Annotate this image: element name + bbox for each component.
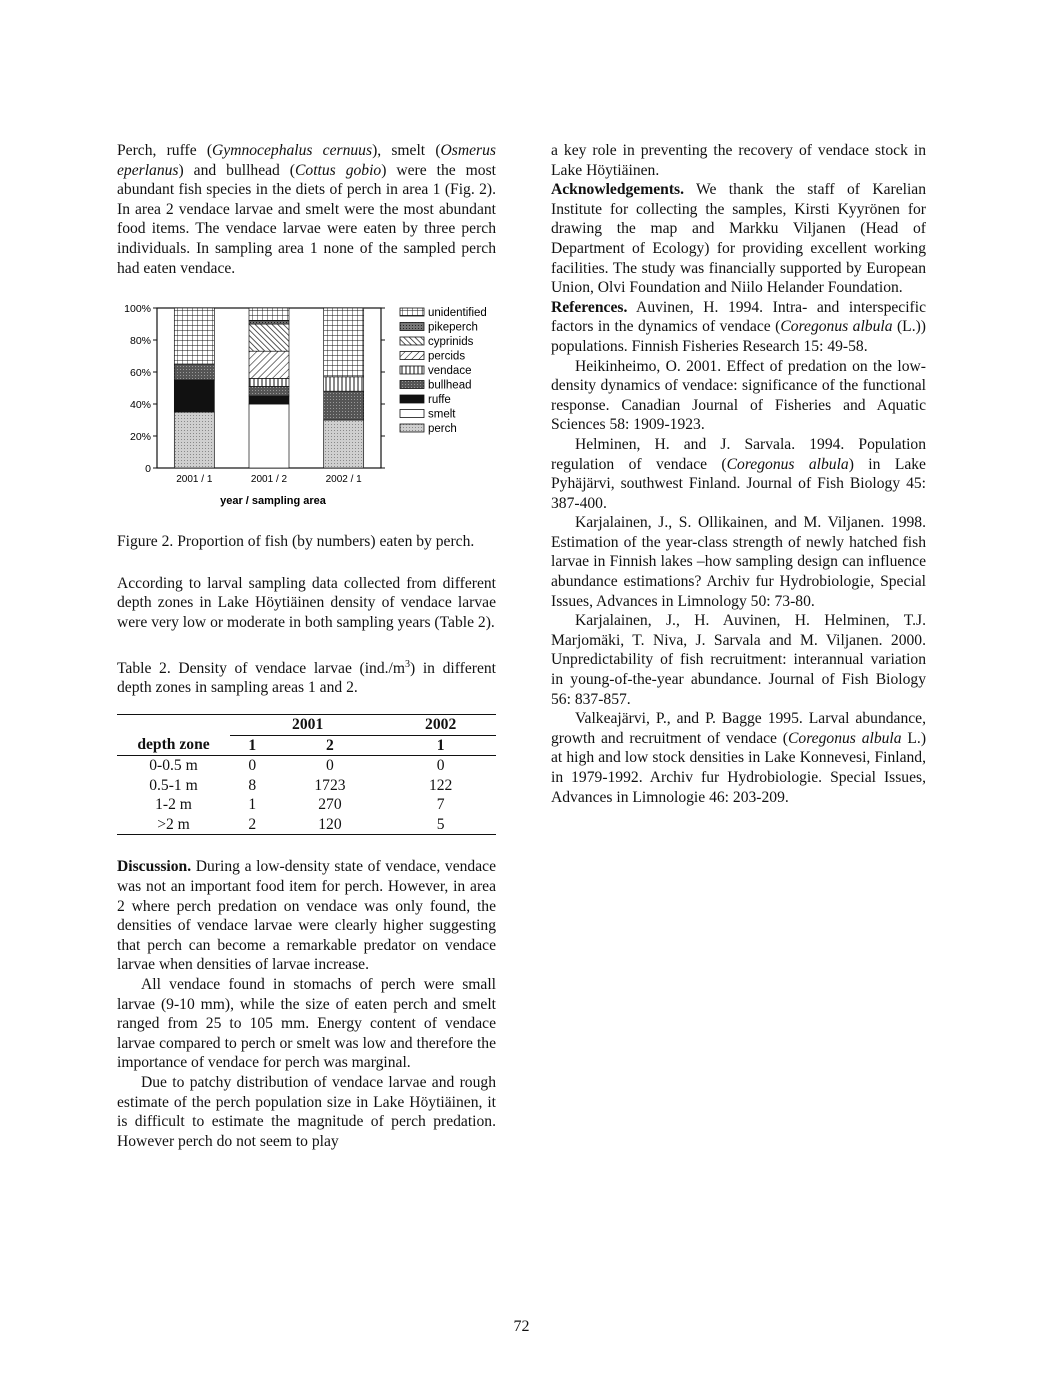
legend-swatch-bullhead (400, 381, 424, 389)
reference-auvinen: References. Auvinen, H. 1994. Intra- and interspecific factors in the dynamics of vendace (Coregonus albula (L.)) populations. Finnish Fisheries Research 15: 49-58. (551, 298, 926, 355)
figure-2-chart (117, 300, 496, 510)
legend-swatch-cyprinids (400, 337, 424, 345)
table-row: 0.5-1 m 8 1723 122 (149, 776, 453, 794)
legend-label-vendace: vendace (428, 365, 472, 378)
bar-segment-bullhead (249, 387, 289, 397)
legend-swatch-perch (400, 424, 424, 432)
bar-segment-smelt (249, 404, 289, 468)
year-2002-header: 2002 (385, 714, 496, 735)
legend-label-perch: perch (428, 423, 457, 436)
area-header: 1 (385, 735, 496, 756)
legend-swatch-pikeperch (400, 323, 424, 331)
bar-segment-percids (249, 351, 289, 378)
area-header: 2 (275, 735, 386, 756)
left-column (117, 141, 496, 1151)
discussion-paragraph-3: Due to patchy distribution of vendace larvae and rough estimate of the perch population size in Lake Höytiäinen, it is difficult to estimate the magnitude of perch predation. However perch do not seem to play (117, 1074, 496, 1150)
legend-label-cyprinids: cyprinids (428, 336, 474, 349)
bar-segment-bullhead (174, 364, 214, 380)
bar-segment-perch (174, 412, 214, 468)
reference-valkeajarvi: Valkeajärvi, P., and P. Bagge 1995. Larval abundance, growth and recruitment of vendace (Coregonus albula L.) at high and low stock densities in Lake Konnevesi, Finland, in 1979-1992. Archiv fur Hydrobiologie. Special Issues, Advances in Limnologie 46: 203-209. (551, 710, 927, 806)
table-row: 0-0.5 m 0 0 0 (149, 757, 445, 775)
area-header: 1 (230, 735, 275, 756)
stacked-bar-chart (117, 300, 496, 510)
figure-caption: Figure 2. Proportion of fish (by numbers) eaten by perch. (117, 533, 475, 551)
larval-paragraph: According to larval sampling data collected from different depth zones in Lake Höytiäinen density of vendace larvae were very low or moderate in both sampling years (Table 2). (117, 574, 496, 631)
acknowledgements: Acknowledgements. We thank the staff of Karelian Institute for collecting the samples, Kirsti Kyyrönen for drawing the map and Markku Viljanen (Head of Department of Ecology) for providing excellent working facilities. The study was financially supported by European Union, Olvi Foundation and Niilo Helander Foundation. (551, 181, 926, 297)
continued-paragraph: a key role in preventing the recovery of vendace stock in Lake Höytiäinen. (551, 142, 926, 179)
bar-segment-cyprinids (249, 324, 289, 351)
legend-label-pikeperch: pikeperch (428, 321, 478, 334)
legend-label-unidentified: unidentified (428, 307, 487, 320)
bar-segment-vendace (249, 379, 289, 387)
bar-segment-unidentified (174, 308, 214, 364)
bar-segment-ruffe (174, 380, 214, 412)
y-tick-label: 80% (129, 335, 151, 348)
year-2001-header: 2001 (230, 714, 385, 735)
bar-segment-pikeperch (249, 321, 289, 324)
bar-segment-perch (324, 420, 364, 468)
intro-paragraph: Perch, ruffe (Gymnocephalus cernuus), smelt (Osmerus eperlanus) and bullhead (Cottus gobio) were the most abundant fish species in the diets of perch in area 1 (Fig. 2). In area 2 vendace larvae and smelt were the most abundant food items. The vendace larvae were eaten by three perch individuals. In sampling area 1 none of the sampled perch had eaten vendace. (117, 142, 496, 277)
x-tick-label: 2002 / 1 (325, 474, 362, 486)
bar-segment-unidentified (249, 308, 289, 321)
density-table (117, 714, 496, 836)
x-tick-label: 2001 / 2 (250, 474, 288, 486)
table-caption: Table 2. Density of vendace larvae $(ind./m^3)$ in different depth zones in sampling areas 1 and 2. (117, 658, 496, 697)
x-tick-label: 2001 / 1 (176, 474, 213, 486)
reference-heikinheimo: Heikinheimo, O. 2001. Effect of predation on the low-density dynamics of vendace: significance of the functional response. Canadian Journal of Fisheries and Aquatic Sciences 58: 1909-1923. (551, 357, 926, 434)
page-number: 72 (513, 1318, 530, 1335)
reference-karjalainen-1998: Karjalainen, J., S. Ollikainen, and M. Viljanen. 1998. Estimation of the year-class strength of newly hatched fish larvae in Finnish lakes –how sampling design can influence abundance estimations? Archiv fur Hydrobiologie, Special Issues, Advances in Limnology 50: 73-80. (551, 514, 926, 610)
legend-swatch-smelt (400, 410, 424, 418)
bar-segment-unidentified (324, 308, 364, 377)
table-row: >2 m 2 120 5 (117, 815, 496, 835)
legend-swatch-vendace (400, 366, 424, 374)
y-tick-label: 0 (145, 463, 151, 476)
right-column (551, 141, 926, 807)
x-axis-title: year / sampling area (220, 495, 326, 508)
y-tick-label: 60% (129, 367, 151, 380)
depth-zone-header: depth zone (117, 735, 230, 756)
y-tick-label: 100% (124, 303, 151, 316)
legend-label-percids: percids (428, 350, 466, 363)
legend-swatch-ruffe (400, 395, 424, 403)
bar-segment-ruffe (249, 396, 289, 404)
y-tick-label: 40% (129, 399, 151, 412)
discussion-paragraph-2: All vendace found in stomachs of perch were small larvae (9-10 mm), while the size of eaten perch and smelt ranged from 25 to 105 mm. Energy content of vendace larvae compared to perch or smelt was low and therefore the importance of vendace for perch was marginal. (117, 976, 496, 1072)
discussion-paragraph-1: Discussion. During a low-density state of vendace, vendace was not an important food item for perch. However, in area 2 where perch predation on vendace was only found, the densities of vendace larvae were clearly higher suggesting that perch can become a remarkable predator on vendace larvae when densities of larvae increase. (117, 858, 496, 974)
legend-label-ruffe: ruffe (428, 394, 451, 407)
legend-label-smelt: smelt (428, 408, 456, 421)
bar-segment-bullhead (324, 391, 364, 420)
legend-label-bullhead: bullhead (428, 379, 472, 392)
legend-swatch-percids (400, 352, 424, 360)
bar-segment-vendace (324, 377, 364, 391)
table-row: 1-2 m 1 270 7 (155, 796, 445, 814)
y-tick-label: 20% (129, 431, 151, 444)
legend-swatch-unidentified (400, 308, 424, 316)
reference-karjalainen-2000: Karjalainen, J., H. Auvinen, H. Helminen, T.J. Marjomäki, T. Niva, J. Sarvala and M. Viljanen. 2000. Unpredictability of fish recruitment: interannual variation in young-of-the-year abundance. Journal of Fish Biology 56: 837-857. (551, 612, 926, 708)
reference-helminen: Helminen, H. and J. Sarvala. 1994. Population regulation of vendace (Coregonus albula) in Lake Pyhäjärvi, southwest Finland. Journal of Fish Biology 45: 387-400. (551, 435, 926, 512)
